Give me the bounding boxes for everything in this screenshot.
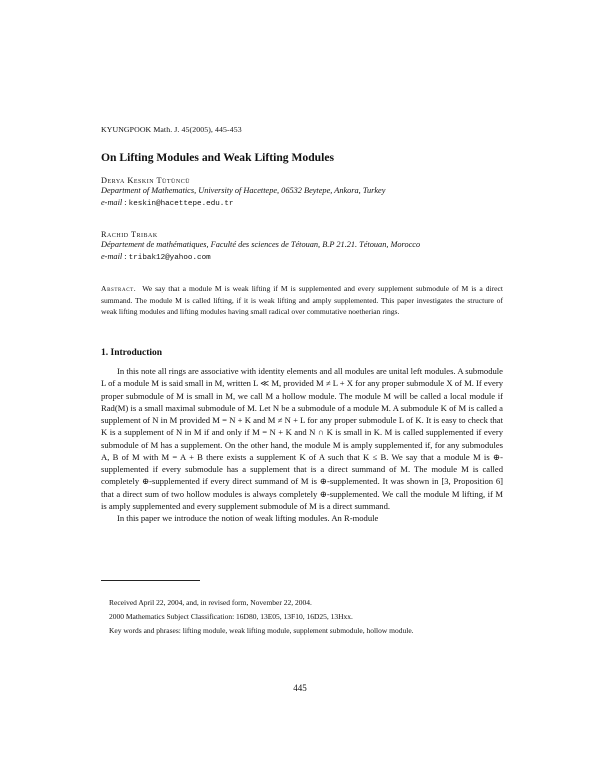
abstract-text: We say that a module M is weak lifting if M is supplemented and every supplement submodule of M is a direct summand. The module M is called lifting, if it is weak lifting and amply supplemented. This paper investigates the structure of weak lifting modules and lifting modules having small radical over commutative noetherian rings. (101, 284, 503, 316)
author-email-line: e-mail : tribak12@yahoo.com (101, 251, 211, 262)
author-affiliation: Département de mathématiques, Faculté des sciences de Tétouan, B.P 21.21. Tétouan, Morocco (101, 240, 421, 249)
author-block-2 (101, 230, 503, 262)
author-affiliation: Department of Mathematics, University of Hacettepe, 06532 Beytepe, Ankora, Turkey (101, 186, 386, 195)
abstract-label: Abstract. (101, 284, 137, 293)
email-label: e-mail (101, 197, 123, 207)
footnotes (101, 597, 505, 639)
email-label: e-mail (101, 251, 123, 261)
section-heading: 1. Introduction (101, 348, 163, 358)
author-name: Derya Keskin Tütüncü (101, 176, 191, 185)
author-name: Rachid Tribak (101, 230, 158, 239)
author-email-line: e-mail : keskin@hacettepe.edu.tr (101, 197, 234, 208)
footnote-received: Received April 22, 2004, and, in revised form, November 22, 2004. (109, 598, 312, 607)
author-email[interactable]: tribak12@yahoo.com (128, 253, 211, 262)
introduction-body (101, 365, 503, 524)
author-email[interactable]: keskin@hacettepe.edu.tr (128, 199, 234, 208)
footnote-msc: 2000 Mathematics Subject Classification: 16D80, 13E05, 13F10, 16D25, 13Hxx. (109, 612, 353, 622)
page-number: 445 (293, 683, 307, 693)
journal-citation: KYUNGPOOK Math. J. 45(2005), 445-453 (101, 125, 242, 134)
paragraph: In this paper we introduce the notion of weak lifting modules. An R-module (117, 513, 379, 523)
paragraph: In this note all rings are associative with identity elements and all modules are unital left modules. A submodule L of a module M is said small in M, written L ≪ M, provided M ≠ L + X for any proper submodule X of M. If every proper submodule of M is small in M, we call M a hollow module. The module M will be called a local module if Rad(M) is a small maximal submodule of M. Let N be a submodule of a module M. A submodule K of M is called a supplement of N in M provided M = N + K and M ≠ N + L for any proper submodule L of K. It is easy to check that K is a supplement of N in M if and only if M = N + K and N ∩ K is small in K. M is called supplemented if every submodule of M has a supplement. On the other hand, the module M is amply supplemented if, for any submodules A, B of M with M = A + B there exists a supplement K of A such that K ≤ B. We say that a module M is ⊕-supplemented if every submodule has a supplement that is a direct summand of M. The module M is called completely ⊕-supplemented if every direct summand of M is ⊕-supplemented. It was shown in [3, Proposition 6] that a direct sum of two hollow modules is always completely ⊕-supplemented. We call the module M lifting, if M is amply supplemented and every supplement submodule of M is a direct summand. (101, 366, 503, 511)
footnote-keywords: Key words and phrases: lifting module, weak lifting module, supplement submodule, hollow module. (109, 626, 414, 636)
author-block-1 (101, 176, 503, 208)
abstract (101, 283, 503, 318)
paper-title: On Lifting Modules and Weak Lifting Modules (101, 151, 334, 164)
footnote-rule (101, 580, 200, 581)
